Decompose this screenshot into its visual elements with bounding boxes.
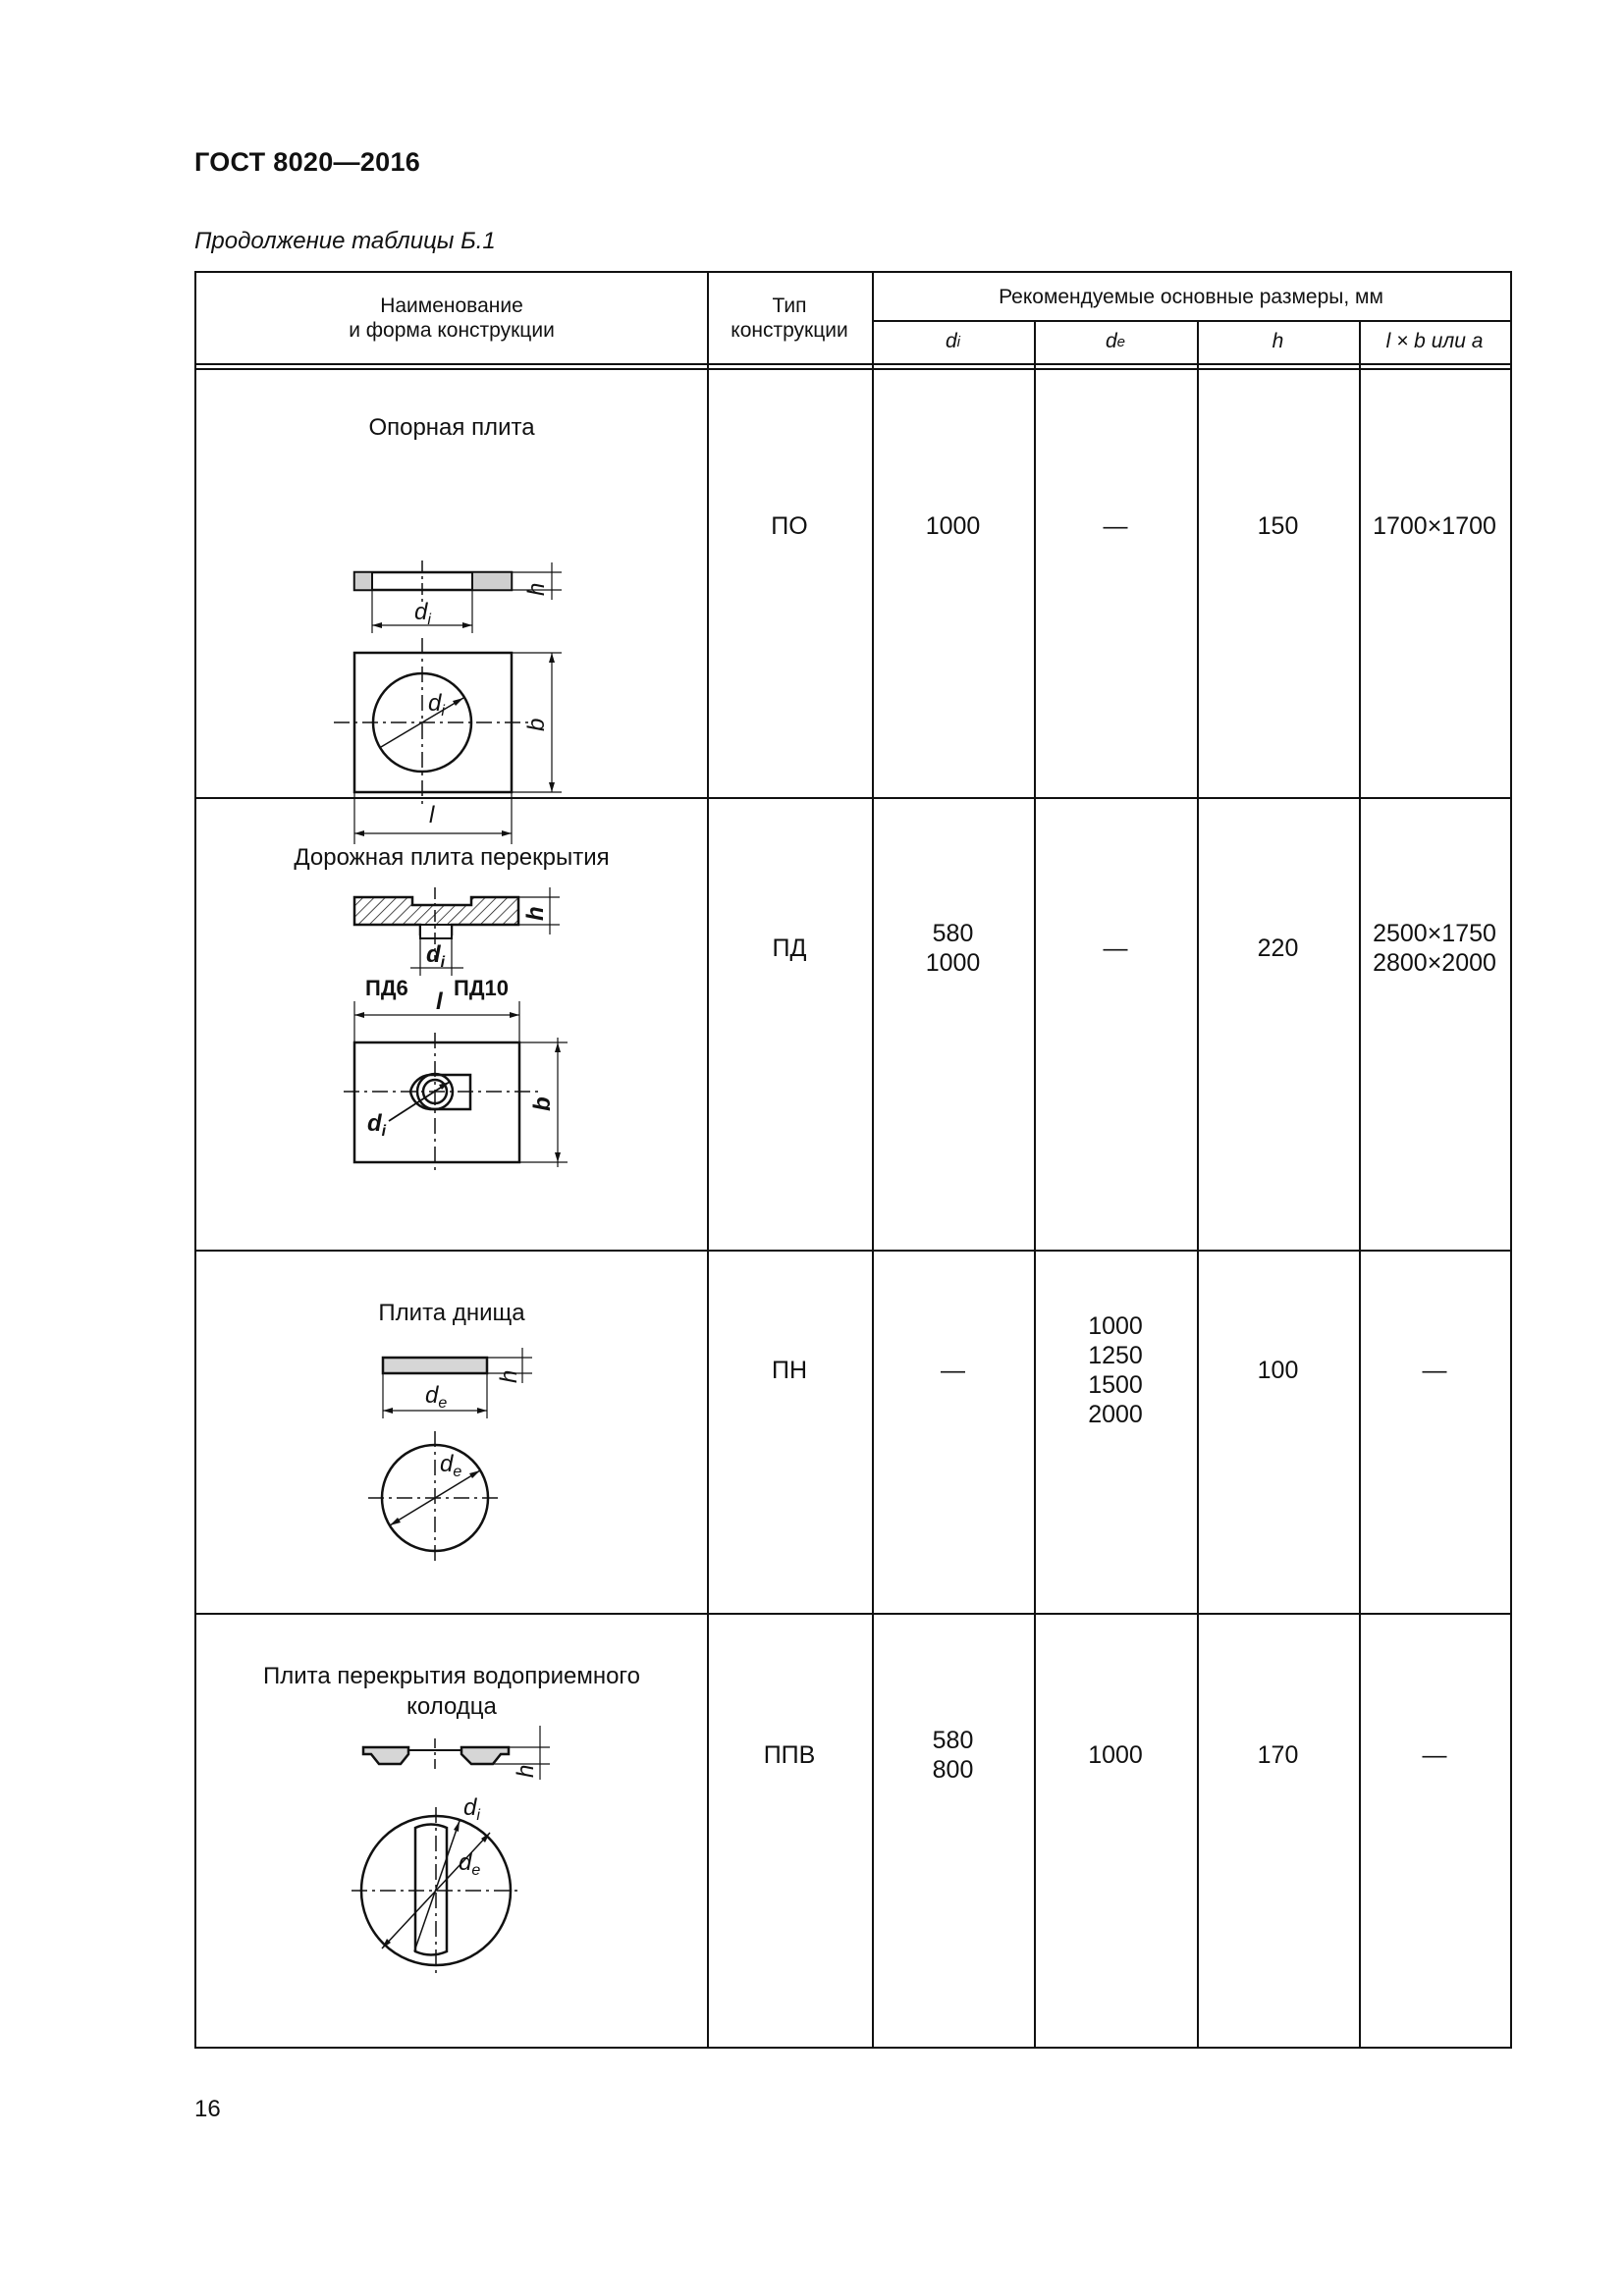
h-label: h [523,582,550,596]
b-label: b [523,718,550,731]
row-name: Плита перекрытия водоприемного колодца [262,1663,641,1720]
header-dimensions: Рекомендуемые основные размеры, мм [999,285,1383,308]
header-divider [196,363,1510,365]
row-de: 1000 [1088,1740,1143,1769]
header-lb: l × b или a [1385,330,1484,352]
row-h: 170 [1257,1740,1299,1769]
de-label: $d_e$ [425,1382,448,1412]
b-label: b [529,1096,556,1111]
row-type: ППВ [763,1740,816,1769]
support-plate-drawing [196,368,707,828]
row-de: — [1103,512,1128,540]
h-label: h [522,906,549,921]
row-lb: — [1422,1740,1447,1769]
row-h: 100 [1257,1357,1299,1384]
inlet-well-slab-drawing [196,1613,707,2047]
h-label: h [513,1764,539,1778]
row-name: Дорожная плита перекрытия [294,844,610,871]
di-plan-label: $d_i$ [463,1794,480,1824]
row-type: ПН [771,1357,808,1384]
de-plan-label: $d_e$ [440,1451,462,1480]
page-number: 16 [194,2096,221,2122]
row-di: 1000 [925,512,981,540]
header-de: d e [1105,330,1126,352]
table-caption: Продолжение таблицы Б.1 [194,228,496,254]
l-label: l [436,988,443,1015]
row-de: — [1103,934,1128,962]
row-de: 1000 1250 1500 2000 [1088,1312,1143,1428]
row-lb: 1700×1700 [1373,512,1496,540]
header-di: d i [945,330,961,352]
di-plan-label: $d_i$ [428,690,445,720]
row-di: 580 800 [932,1726,974,1784]
l-label: l [429,802,435,828]
row-name: Плита днища [378,1300,525,1326]
row-di: 580 1000 [925,920,981,977]
di-label: $d_i$ [414,599,431,628]
di-label: $d_i$ [426,941,446,971]
row-name: Опорная плита [368,414,535,441]
row-type: ПД [772,934,807,962]
row-lb: — [1422,1357,1447,1384]
row-h: 220 [1257,934,1299,962]
pd6-label: ПД6 [365,976,408,1000]
row-h: 150 [1257,512,1299,540]
header-type: Тип конструкции [731,294,848,342]
row-lb: 2500×1750 2800×2000 [1373,920,1496,977]
di-plan-label: $d_i$ [367,1110,387,1140]
dimensions-table [194,271,1512,2049]
road-slab-drawing [196,797,707,1250]
header-h: h [1272,330,1284,352]
de-plan-label: $d_e$ [459,1849,481,1879]
h-label: h [496,1369,522,1383]
pd10-label: ПД10 [454,976,509,1000]
bottom-plate-drawing [196,1250,707,1613]
row-type: ПО [771,512,808,540]
document-title: ГОСТ 8020—2016 [194,147,421,177]
row-di: — [941,1357,965,1384]
header-name: Наименование и форма конструкции [349,294,555,342]
